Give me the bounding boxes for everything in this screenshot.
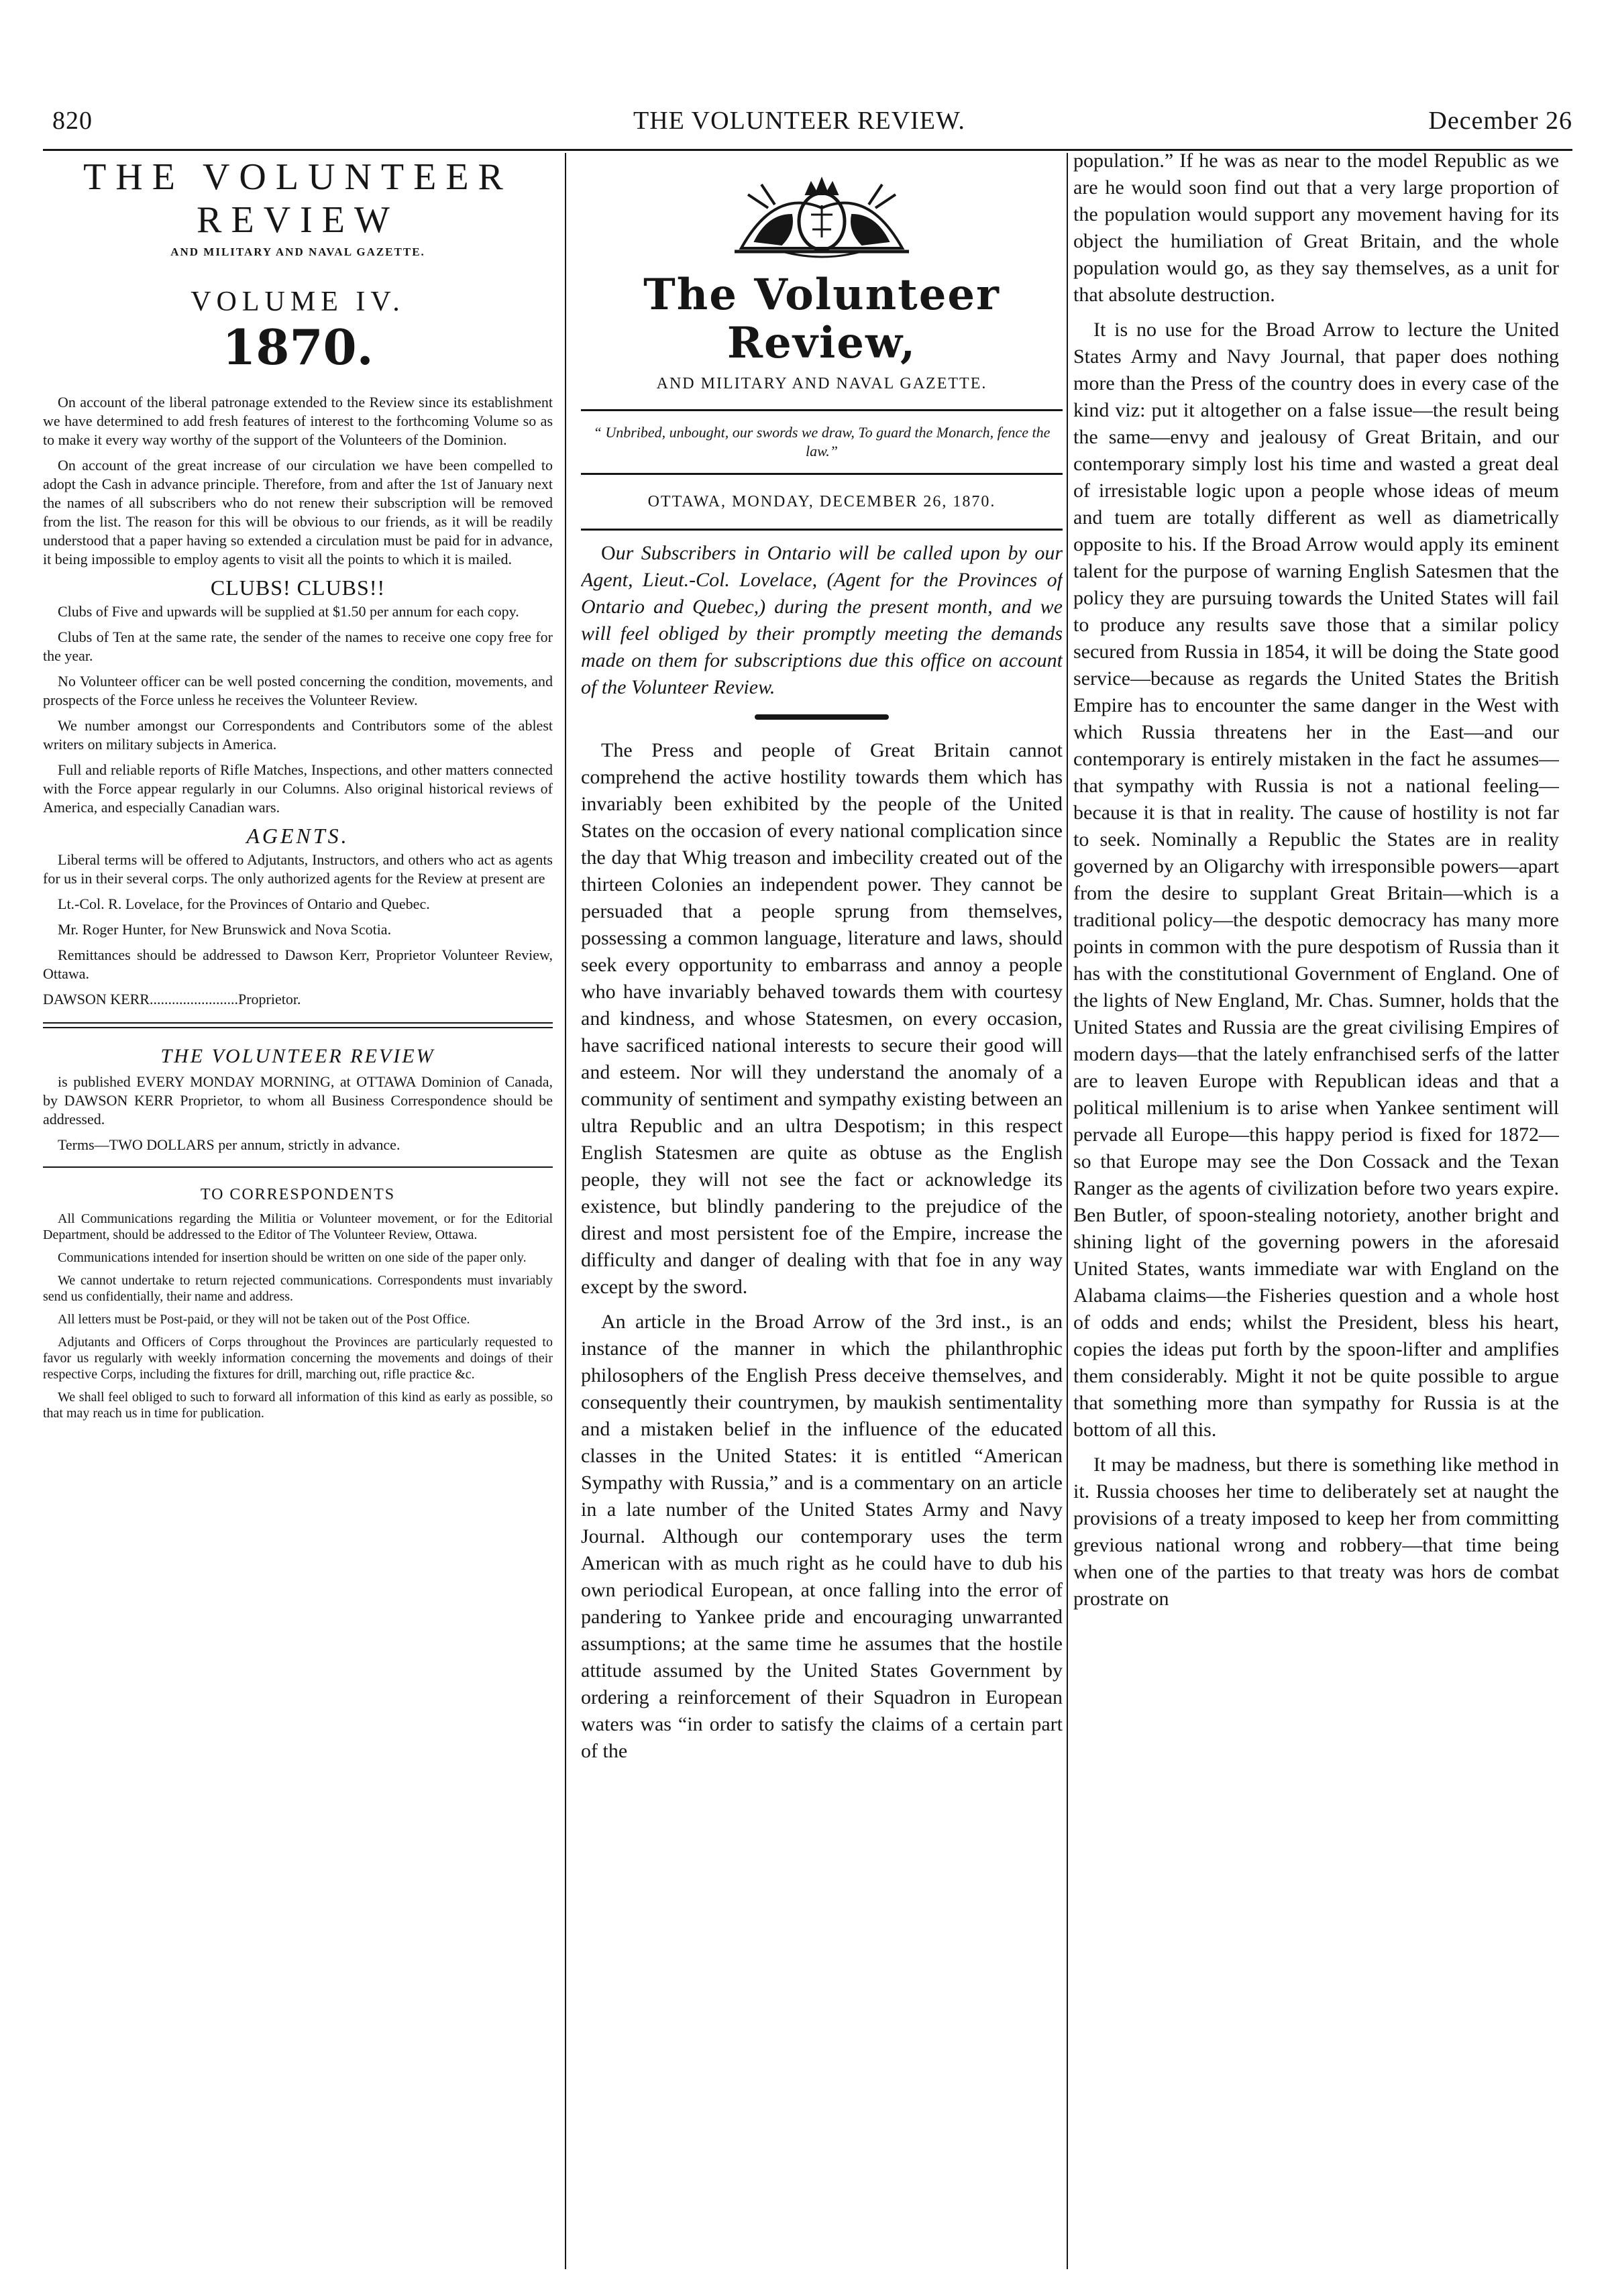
royal-crest-icon xyxy=(728,168,916,262)
clubs-paragraph: Clubs of Five and upwards will be supplied at $1.50 per annum for each copy. xyxy=(58,603,519,620)
clubs-paragraph: Full and reliable reports of Rifle Matches, Inspections, and other matters connected with the Force appear regularly in our Columns. Also original historical reviews of America, and especially Canadian wars. xyxy=(43,761,553,816)
column-middle xyxy=(581,148,1063,2269)
article-paragraph: The Press and people of Great Britain cannot comprehend the active hostility towards them which has invariably been exhibited by the people of the United States on the occasion of every national complication since the day that Whig treason and imbecility created out of the thirteen Colonies an independent power. They cannot be persuaded that a people sprung from themselves, possessing a common language, literature and laws, should seek every opportunity to embarrass and annoy a people who have invariably behaved towards them with courtesy and kindness, and whose Statesmen, on every occasion, have sacrificed national interests to secure their good will and esteem. Nor will they understand the anomaly of a community of sentiment and sympathy existing between an ultra Republic and an ultra Despotism; in this respect English Statesmen are quite as obtuse as the English people, they will not see the fact or acknowledge its existence, but blindly pandering to the prejudice of the direst and most persistent foe of the Empire, increase the difficulty and danger of dealing with that foe in any way except by the sword. xyxy=(581,739,1063,1298)
volume-year: 1870. xyxy=(222,319,374,376)
gothic-title: The Volunteer Review, xyxy=(643,270,1000,368)
section-rule xyxy=(43,1166,553,1168)
intro-paragraph: On account of the liberal patronage extended to the Review since its establishment we have determined to add fresh features of interest to the forthcoming Volume so as to make it every way worthy of the support of the Volunteers of the Dominion. xyxy=(43,394,553,448)
motto-rule xyxy=(581,473,1063,475)
ornamental-rule xyxy=(755,714,889,720)
agents-paragraph: Mr. Roger Hunter, for New Brunswick and Nova Scotia. xyxy=(58,921,392,938)
publication-paragraph: is published EVERY MONDAY MORNING, at OTTAWA Dominion of Canada, by DAWSON KERR Proprietor, to whom all Business Correspondence should be addressed. xyxy=(43,1073,553,1128)
agents-paragraph: Remittances should be addressed to Dawson Kerr, Proprietor Volunteer Review, Ottawa. xyxy=(43,946,553,982)
masthead-subtitle: AND MILITARY AND NAVAL GAZETTE. xyxy=(170,245,425,258)
clubs-heading: CLUBS! CLUBS!! xyxy=(210,576,386,600)
intro-paragraph: On account of the great increase of our circulation we have been compelled to adopt the Cash in advance principle. Therefore, from and after the 1st of January next the names of all subscribers who do not renew their subscription will be removed from the list. The reason for this will be obvious to our friends, as it will be readily understood that a paper having so extended a circulation must be paid for in advance, it being impossible to employ agents to visit all the points to which it is mailed. xyxy=(43,457,553,567)
column-rule-2 xyxy=(1067,153,1068,2269)
clubs-paragraph: We number amongst our Correspondents and Contributors some of the ablest writers on military subjects in America. xyxy=(43,717,553,753)
clubs-paragraph: Clubs of Ten at the same rate, the sender of the names to receive one copy free for the year. xyxy=(43,628,553,664)
subscribers-notice: Our Subscribers in Ontario will be called upon by our Agent, Lieut.-Col. Lovelace, (Agent for the Provinces of Ontario and Quebec,) during the present month, and we will feel obliged by their promptly meeting the demands made on them for subscriptions due this office on account of the Volunteer Review. xyxy=(581,542,1063,698)
title-rule xyxy=(581,409,1063,411)
masthead-title: THE VOLUNTEER REVIEW xyxy=(83,156,513,241)
article-paragraph: population.” If he was as near to the model Republic as we are he would soon find out that a very large proportion of the population would support any movement having for its object the humiliation of Great Britain, and the whole population would go, as they say themselves, as a unit for that absolute destruction. xyxy=(1073,150,1559,306)
column-right xyxy=(1073,148,1559,2269)
running-title: THE VOLUNTEER REVIEW. xyxy=(633,107,965,135)
correspondents-paragraph: Adjutants and Officers of Corps throughout the Provinces are particularly requested to favor us regularly with weekly information concerning the movements and doings of their respective Corps, including the fixtures for drill, marching out, rifle practice &c. xyxy=(43,1335,553,1382)
agents-paragraph: Lt.-Col. R. Lovelace, for the Provinces of Ontario and Quebec. xyxy=(58,895,430,912)
correspondents-paragraph: Communications intended for insertion should be written on one side of the paper only. xyxy=(58,1250,527,1265)
gothic-subtitle: AND MILITARY AND NAVAL GAZETTE. xyxy=(656,375,987,392)
column-rule-1 xyxy=(565,153,566,2269)
running-header xyxy=(43,106,1572,146)
double-rule xyxy=(43,1022,553,1028)
article-paragraph: It is no use for the Broad Arrow to lecture the United States Army and Navy Journal, that paper does nothing more than the Press of the country does in every case of the kind viz: put it altogether on a false issue—the result being the same—envy and jealousy of Great Britain, and our contemporary simply lost his time and wasted a great deal of irresistable logic upon a people whose ideas of meum and tuem are totally different as well as diametrically opposite to his. If the Broad Arrow would apply its eminent talent for the purpose of warning English Satesmen that the policy they are pursuing towards the United States will fail to produce any results save those that a similar policy secured from Russia in 1854, it will be doing the State good service—because as regards the United States the British Empire has to encounter the same danger in the West with which Russia threatens her in the East—and our contemporary is entirely mistaken in the fact he assumes—that sympathy with Russia is not a national feeling—because it is that in reality. The cause of hostility is not far to seek. Nominally a Republic the States are in reality governed by an Oligarchy with irresponsible powers—apart from the desire to supplant Great Britain—which is a traditional policy—the despotic democracy has many more points in common with the pure despotism of Russia than it has with the constitutional Government of England. One of the lights of New England, Mr. Chas. Sumner, holds that the United States and Russia are the great civilising Empires of modern days—that the lately enfranchised serfs of the latter are to leaven Europe with Republican ideas and that a political millenium is to arise when Yankee sentiment will pervade all Europe—this happy period is fixed for 1872—so that Europe may see the Don Cossack and the Texan Ranger as the agents of civilization before two years expire. Ben Butler, of spoon-stealing notoriety, another bright and shining light of the governing powers in the aforesaid United States, wants immediate war with England on the Alabama claims—the Fisheries question and a whole host of odds and ends; whilst the President, bless his heart, copies the ideas put forth by the spoon-lifter and amplifies them considerably. Might it not be quite possible to argue that something more than sympathy for Russia is at the bottom of all this. xyxy=(1073,319,1559,1441)
correspondents-heading: TO CORRESPONDENTS xyxy=(200,1186,396,1203)
agents-heading: AGENTS. xyxy=(246,824,350,848)
correspondents-paragraph: We cannot undertake to return rejected communications. Correspondents must invariably send us confidentially, their name and address. xyxy=(43,1273,553,1304)
header-date: December 26 xyxy=(1428,107,1572,135)
terms-paragraph: Terms—TWO DOLLARS per annum, strictly in advance. xyxy=(58,1136,400,1153)
column-left xyxy=(43,148,553,2269)
article-paragraph: An article in the Broad Arrow of the 3rd inst., is an instance of the manner in which the philanthrophic philosophers of the English Press deceive themselves, and consequently their countrymen, by maukish sentimentality and a mistaken belief in the influence of the educated classes in the United States: it is entitled “American Sympathy with Russia,” and is a commentary on an article in a late number of the United States Army and Navy Journal. Although our contemporary uses the term American with as much right as he could have to dub his own periodical European, at once falling into the error of pandering to Yankee pride and encouraging unwarranted assumptions; at the same time he assumes that the hostile attitude assumed by the United States Government by ordering a reinforcement of their Squadron in European waters was “in order to satisfy the claims of a certain part of the xyxy=(581,1311,1063,1762)
correspondents-paragraph: All Communications regarding the Militia or Volunteer movement, or for the Editorial Department, should be addressed to the Editor of The Volunteer Review, Ottawa. xyxy=(43,1211,553,1242)
dateline: OTTAWA, MONDAY, DECEMBER 26, 1870. xyxy=(647,493,996,510)
agents-paragraph: Liberal terms will be offered to Adjutants, Instructors, and others who act as agents for us in their several corps. The only authorized agents for the Review at present are xyxy=(43,851,553,887)
article-paragraph: It may be madness, but there is something like method in it. Russia chooses her time to deliberately set at naught the provisions of a treaty imposed to keep her from committing grevious national wrong and robbery—that time being when one of the parties to that treaty was hors de combat prostrate on xyxy=(1073,1454,1559,1610)
proprietor-line: DAWSON KERR........................Proprietor. xyxy=(43,991,301,1007)
motto: “ Unbribed, unbought, our swords we draw, To guard the Monarch, fence the law.” xyxy=(593,424,1051,459)
clubs-paragraph: No Volunteer officer can be well posted concerning the condition, movements, and prospects of the Force unless he receives the Volunteer Review. xyxy=(43,673,553,708)
correspondents-paragraph: All letters must be Post-paid, or they will not be taken out of the Post Office. xyxy=(58,1312,470,1327)
publication-title: THE VOLUNTEER REVIEW xyxy=(160,1045,435,1067)
dateline-rule xyxy=(581,529,1063,531)
page-number: 820 xyxy=(52,107,93,135)
correspondents-paragraph: We shall feel obliged to such to forward all information of this kind as early as possible, so that may reach us in time for publication. xyxy=(43,1390,553,1421)
volume-label: VOLUME IV. xyxy=(191,286,405,317)
